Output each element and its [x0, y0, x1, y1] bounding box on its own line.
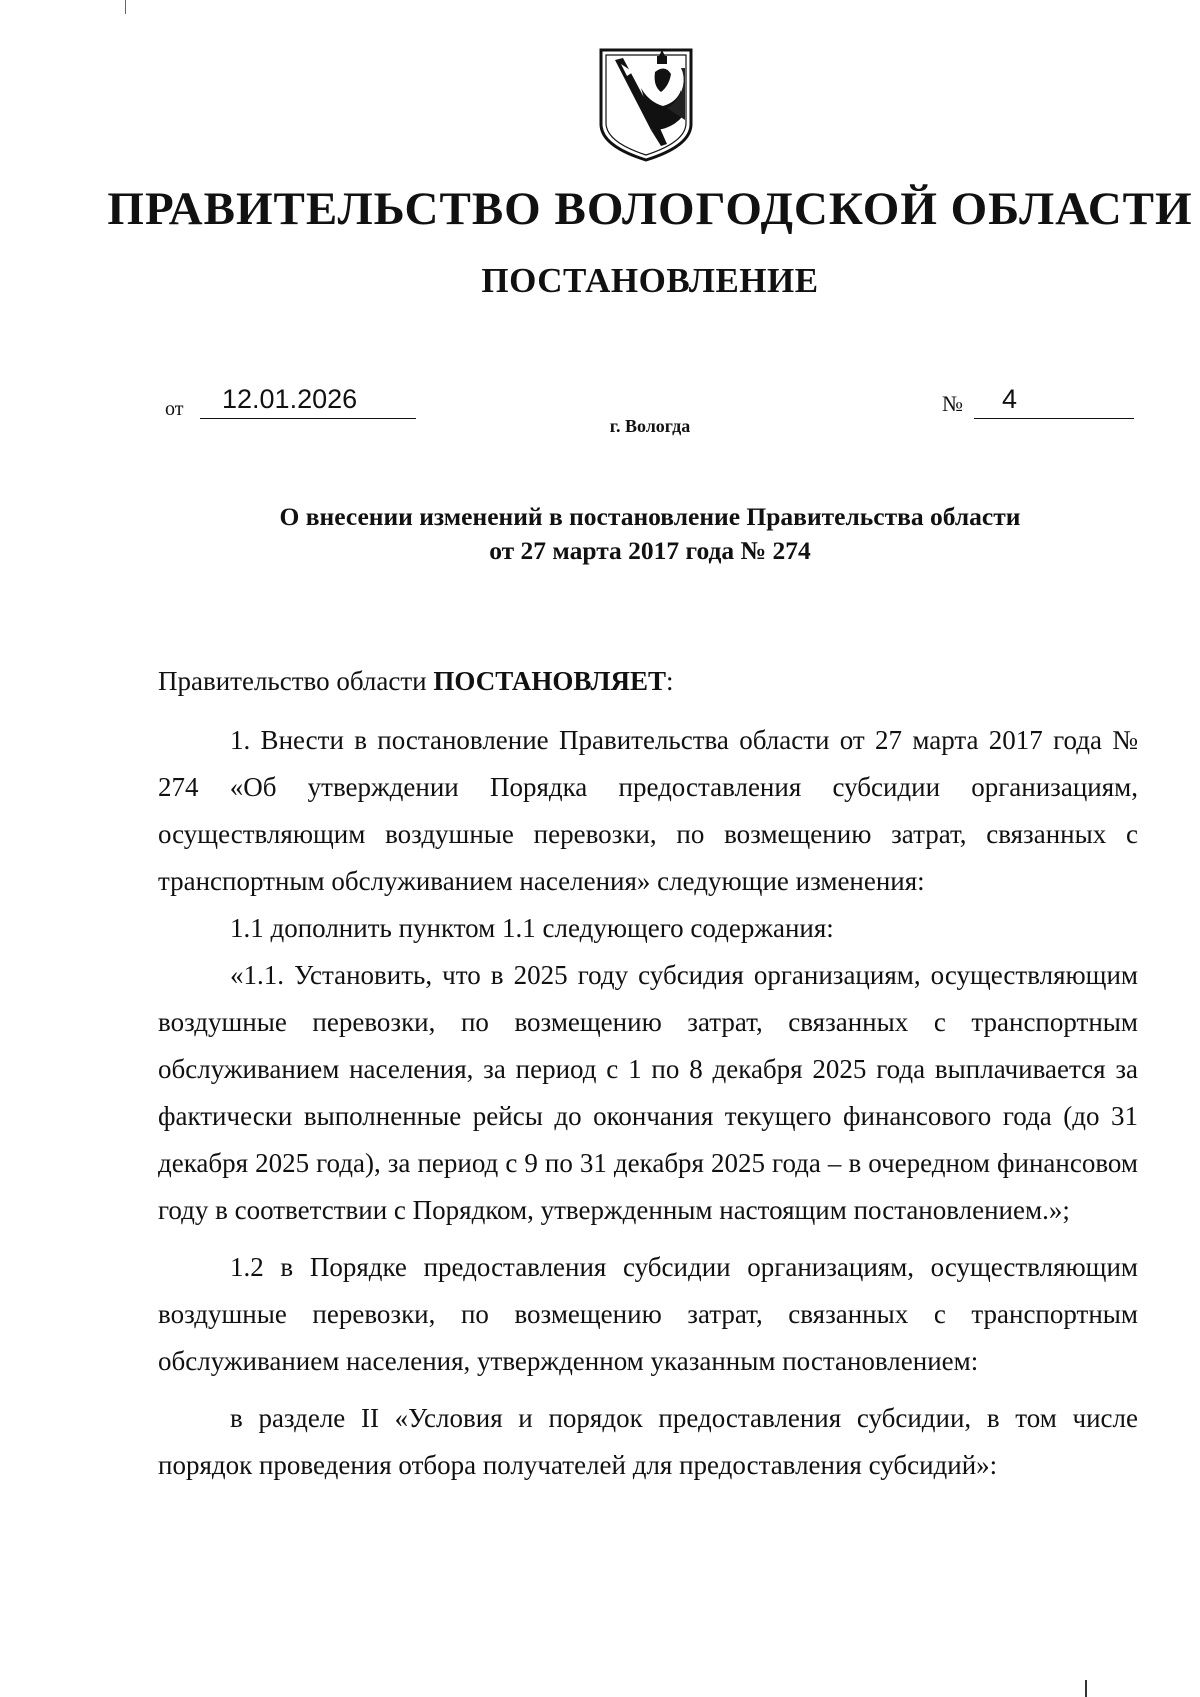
subject-line-1: О внесении изменений в постановление Правительства области — [279, 502, 1021, 531]
paragraph-section-2: в разделе II «Условия и порядок предоставления субсидии, в том числе порядок проведения отбора получателей для предоставления субсидий»: — [158, 1403, 1138, 1480]
coat-of-arms-icon — [597, 46, 695, 164]
paragraph-1-1: 1.1 дополнить пунктом 1.1 следующего содержания: — [230, 913, 834, 943]
document-body — [158, 658, 1138, 1489]
intro-resolves: ПОСТАНОВЛЯЕТ — [433, 666, 666, 696]
organization-title: ПРАВИТЕЛЬСТВО ВОЛОГОДСКОЙ ОБЛАСТИ — [107, 183, 1193, 235]
document-subject — [150, 500, 1150, 568]
scan-edge-mark — [125, 0, 126, 14]
paragraph-1: 1. Внести в постановление Правительства области от 27 марта 2017 года № 274 «Об утверждении Порядка предоставления субсидии организациям, осуществляющим воздушные перевозки, по возмещению затрат, связанных с транспортным обслуживанием населения» следующие изменения: — [158, 725, 1138, 896]
city-label: г. Вологда — [609, 416, 691, 436]
date-prefix: от — [165, 398, 184, 420]
paragraph-1-2: 1.2 в Порядке предоставления субсидии организациям, осуществляющим воздушные перевозки, по возмещению затрат, связанных с транспортным обслуживанием населения, утвержденном указанным постановлением: — [158, 1252, 1138, 1376]
intro-colon: : — [665, 666, 674, 696]
scan-edge-mark-bottom — [1085, 1680, 1087, 1697]
document-number: 4 — [974, 382, 1134, 419]
intro-text: Правительство области — [158, 666, 434, 696]
number-prefix: № — [942, 391, 963, 416]
subject-line-2: от 27 марта 2017 года № 274 — [489, 536, 811, 565]
paragraph-1-1-quote: «1.1. Установить, что в 2025 году субсидия организациям, осуществляющим воздушные перевозки, по возмещению затрат, связанных с транспортным обслуживанием населения, за период с 1 по 8 декабря 2025 года выплачивается за фактически выполненные рейсы до окончания текущего финансового года (до 31 декабря 2025 года), за период с 9 по 31 декабря 2025 года – в очередном финансовом году в соответствии с Порядком, утвержденным настоящим постановлением.»; — [158, 960, 1138, 1225]
intro-paragraph — [158, 658, 1138, 705]
document-type-title: ПОСТАНОВЛЕНИЕ — [481, 261, 819, 300]
document-date: 12.01.2026 — [200, 382, 416, 419]
